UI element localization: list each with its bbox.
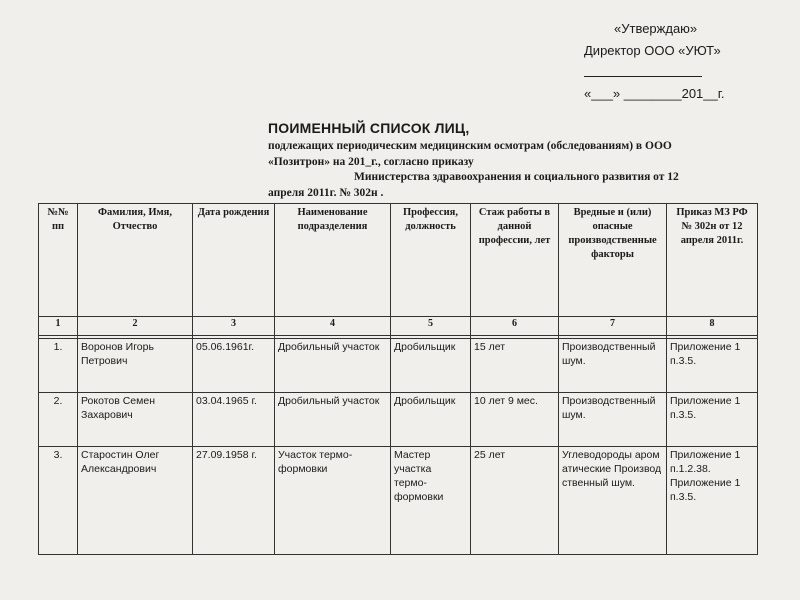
header-cell: Дата рождения bbox=[193, 204, 275, 317]
header-cell: Стаж работы в данной профессии, лет bbox=[471, 204, 559, 317]
employee-name: Старостин Олег Александрович bbox=[78, 447, 193, 555]
column-number: 2 bbox=[78, 317, 193, 336]
position: Дробильщик bbox=[391, 339, 471, 393]
order-reference: Приложение 1 п.1.2.38. Приложение 1 п.3.5. bbox=[667, 447, 758, 555]
department: Участок термо-формовки bbox=[275, 447, 391, 555]
column-number: 1 bbox=[39, 317, 78, 336]
column-number: 6 bbox=[471, 317, 559, 336]
subtitle-line-3: Министерства здравоохранения и социального развития от 12 bbox=[354, 171, 679, 183]
birth-date: 03.04.1965 г. bbox=[193, 393, 275, 447]
subtitle-line-1: подлежащих периодическим медицинским осмотрам (обследованиям) в ООО bbox=[268, 140, 672, 152]
table-row bbox=[39, 393, 758, 447]
experience: 10 лет 9 мес. bbox=[471, 393, 559, 447]
row-number: 1. bbox=[39, 339, 78, 393]
header-cell: Приказ МЗ РФ № 302н от 12 апреля 2011г. bbox=[667, 204, 758, 317]
approval-date: «___» ________201__г. bbox=[584, 86, 725, 101]
position: Мастер участка термо-формовки bbox=[391, 447, 471, 555]
order-reference: Приложение 1 п.3.5. bbox=[667, 339, 758, 393]
header-cell: №№ пп bbox=[39, 204, 78, 317]
hazard-factors: Производственный шум. bbox=[559, 393, 667, 447]
approval-block bbox=[584, 18, 725, 105]
hazard-factors: Производственный шум. bbox=[559, 339, 667, 393]
column-number: 4 bbox=[275, 317, 391, 336]
table-row bbox=[39, 339, 758, 393]
birth-date: 05.06.1961г. bbox=[193, 339, 275, 393]
experience: 25 лет bbox=[471, 447, 559, 555]
signature-line bbox=[584, 62, 702, 77]
department: Дробильный участок bbox=[275, 393, 391, 447]
employee-name: Рокотов Семен Захарович bbox=[78, 393, 193, 447]
table-row bbox=[39, 447, 758, 555]
header-cell: Профессия, должность bbox=[391, 204, 471, 317]
birth-date: 27.09.1958 г. bbox=[193, 447, 275, 555]
row-number: 3. bbox=[39, 447, 78, 555]
subtitle-line-4: апреля 2011г. № 302н . bbox=[268, 186, 384, 199]
column-number: 5 bbox=[391, 317, 471, 336]
table-header-row bbox=[39, 204, 758, 317]
employee-name: Воронов Игорь Петрович bbox=[78, 339, 193, 393]
column-number: 3 bbox=[193, 317, 275, 336]
order-reference: Приложение 1 п.3.5. bbox=[667, 393, 758, 447]
approval-line-1: «Утверждаю» bbox=[614, 21, 698, 36]
approval-line-2: Директор ООО «УЮТ» bbox=[584, 43, 721, 58]
position: Дробильщик bbox=[391, 393, 471, 447]
department: Дробильный участок bbox=[275, 339, 391, 393]
row-number: 2. bbox=[39, 393, 78, 447]
column-number: 8 bbox=[667, 317, 758, 336]
header-cell: Вредные и (или) опасные производственные факторы bbox=[559, 204, 667, 317]
employee-table bbox=[38, 203, 758, 555]
header-cell: Фамилия, Имя, Отчество bbox=[78, 204, 193, 317]
column-number: 7 bbox=[559, 317, 667, 336]
column-number-row bbox=[39, 317, 758, 336]
document-subtitle bbox=[268, 139, 748, 201]
subtitle-line-2: «Позитрон» на 201_г., согласно приказу bbox=[268, 155, 474, 168]
hazard-factors: Углеводороды ароматические Производственный шум. bbox=[559, 447, 667, 555]
header-cell: Наименование подразделения bbox=[275, 204, 391, 317]
document-title: ПОИМЕННЫЙ СПИСОК ЛИЦ, bbox=[268, 120, 470, 136]
experience: 15 лет bbox=[471, 339, 559, 393]
